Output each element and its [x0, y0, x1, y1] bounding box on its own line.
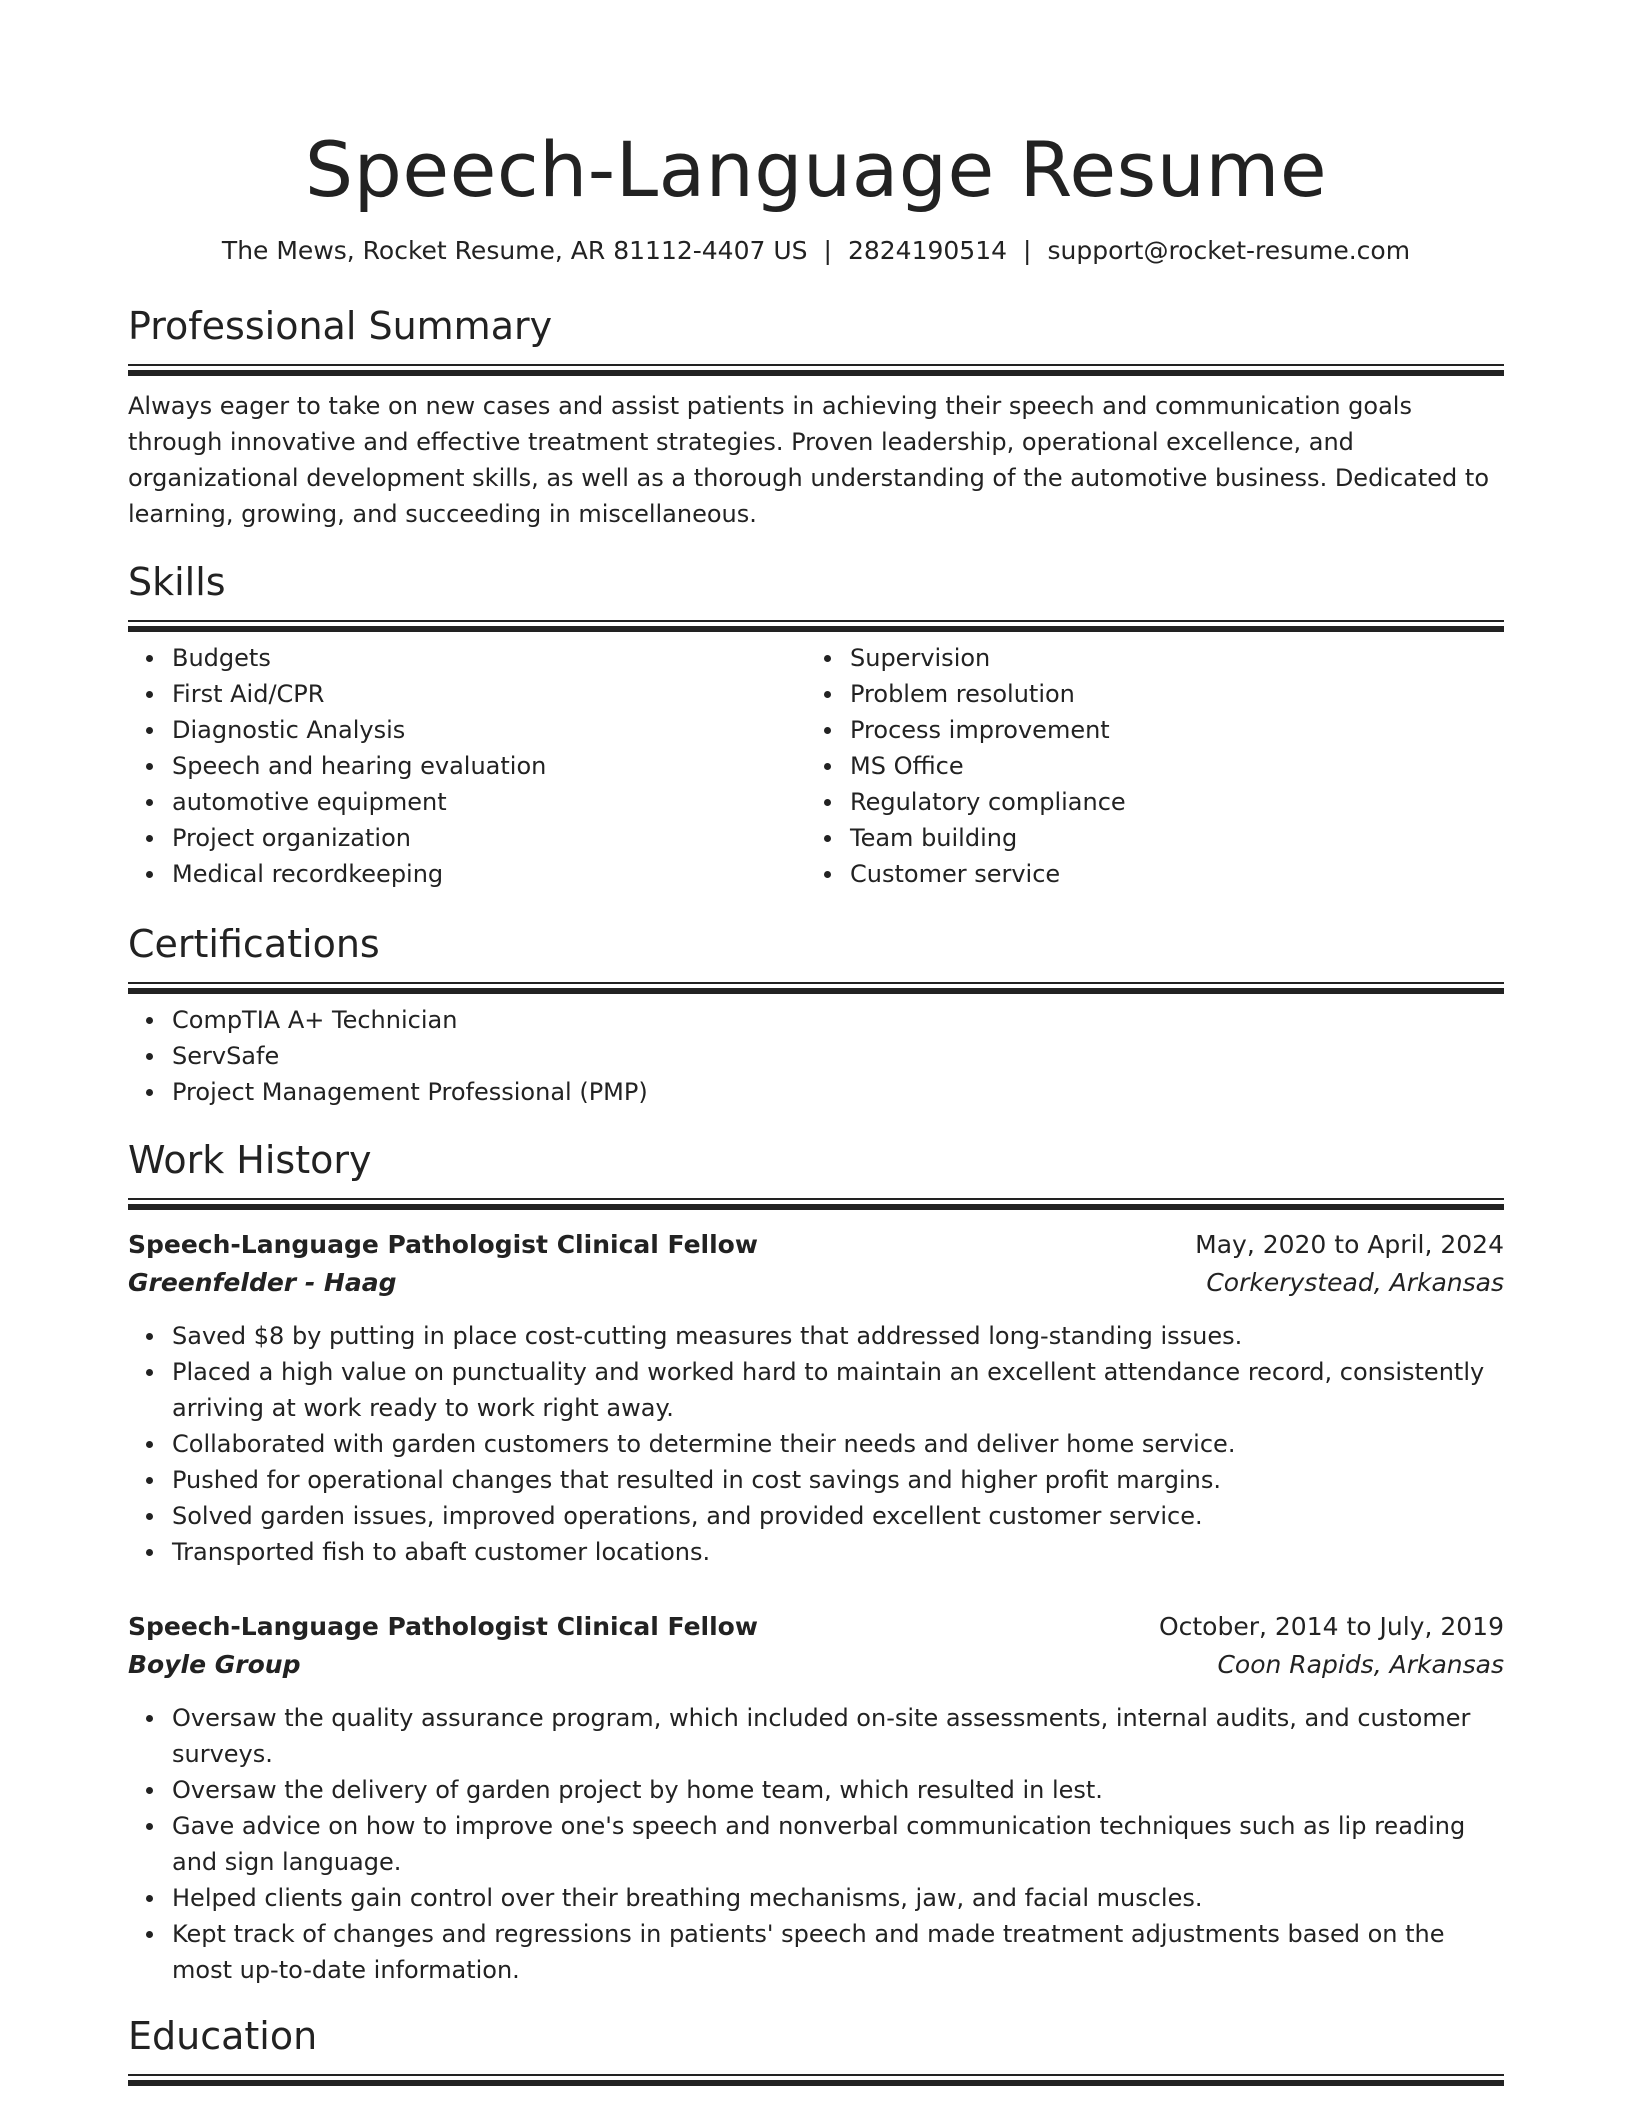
- section-divider: [128, 364, 1504, 374]
- skill-item: Customer service: [850, 856, 1484, 892]
- skill-item: Project organization: [172, 820, 806, 856]
- job-location: Coon Rapids, Arkansas: [1217, 1650, 1504, 1679]
- job-company-row: [128, 1264, 1504, 1302]
- skill-item: Regulatory compliance: [850, 784, 1484, 820]
- job-title: Speech-Language Pathologist Clinical Fellow: [128, 1230, 758, 1259]
- certification-item: ServSafe: [172, 1038, 1504, 1074]
- job-title: Speech-Language Pathologist Clinical Fellow: [128, 1612, 758, 1641]
- work-history-section: [128, 1136, 1504, 1988]
- summary-section: [128, 302, 1504, 532]
- job-company-row: [128, 1646, 1504, 1684]
- contact-email: support@rocket-resume.com: [1047, 236, 1411, 265]
- skill-item: Diagnostic Analysis: [172, 712, 806, 748]
- job-dates: October, 2014 to July, 2019: [1158, 1612, 1504, 1641]
- skill-item: Problem resolution: [850, 676, 1484, 712]
- skill-item: First Aid/CPR: [172, 676, 806, 712]
- job-company: Boyle Group: [128, 1650, 301, 1679]
- skills-section: [128, 558, 1504, 892]
- resume-title: Speech-Language Resume: [304, 125, 1328, 214]
- skill-item: MS Office: [850, 748, 1484, 784]
- job-duty: Pushed for operational changes that resulted in cost savings and higher profit margins.: [172, 1462, 1504, 1498]
- education-section: [128, 2012, 1504, 2084]
- contact-separator: |: [823, 236, 832, 265]
- section-divider: [128, 1198, 1504, 1208]
- certifications-list: [128, 1002, 1504, 1110]
- job-duty: Kept track of changes and regressions in patients' speech and made treatment adjustments based on the most up-to-date information.: [172, 1916, 1504, 1988]
- job-entry: [128, 1226, 1504, 1570]
- section-divider: [128, 2074, 1504, 2084]
- job-entry: [128, 1608, 1504, 1988]
- certifications-heading: Certifications: [128, 922, 380, 966]
- job-header-row: [128, 1226, 1504, 1264]
- job-duty: Transported fish to abaft customer locations.: [172, 1534, 1504, 1570]
- contact-phone: 2824190514: [847, 236, 1008, 265]
- skill-item: Speech and hearing evaluation: [172, 748, 806, 784]
- skill-item: Supervision: [850, 640, 1484, 676]
- section-divider: [128, 620, 1504, 630]
- skill-item: Budgets: [172, 640, 806, 676]
- section-divider: [128, 982, 1504, 992]
- certifications-section: [128, 920, 1504, 1110]
- skills-columns: [128, 630, 1504, 892]
- job-location: Corkerystead, Arkansas: [1206, 1268, 1504, 1297]
- skills-list-right: [806, 640, 1484, 892]
- skill-item: automotive equipment: [172, 784, 806, 820]
- summary-text: Always eager to take on new cases and assist patients in achieving their speech and communication goals through innovative and effective treatment strategies. Proven leadership, operational excellence, and organizational development skills, as well as a thorough understanding of the automotive business. Dedicated to learning, growing, and succeeding in miscellaneous.: [128, 392, 1490, 528]
- job-duties-list: [128, 1318, 1504, 1570]
- job-duties-list: [128, 1700, 1504, 1988]
- job-duty: Placed a high value on punctuality and worked hard to maintain an excellent attendance record, consistently arriving at work ready to work right away.: [172, 1354, 1504, 1426]
- summary-heading: Professional Summary: [128, 304, 553, 348]
- work-history-heading: Work History: [128, 1138, 372, 1182]
- job-duty: Solved garden issues, improved operations, and provided excellent customer service.: [172, 1498, 1504, 1534]
- job-duty: Saved $8 by putting in place cost-cutting measures that addressed long-standing issues.: [172, 1318, 1504, 1354]
- education-heading: Education: [128, 2014, 318, 2058]
- skill-item: Team building: [850, 820, 1484, 856]
- contact-address: The Mews, Rocket Resume, AR 81112-4407 US: [221, 236, 808, 265]
- job-company: Greenfelder - Haag: [128, 1268, 397, 1297]
- skill-item: Medical recordkeeping: [172, 856, 806, 892]
- job-header-row: [128, 1608, 1504, 1646]
- skills-heading: Skills: [128, 560, 226, 604]
- certification-item: Project Management Professional (PMP): [172, 1074, 1504, 1110]
- job-duty: Collaborated with garden customers to determine their needs and deliver home service.: [172, 1426, 1504, 1462]
- certification-item: CompTIA A+ Technician: [172, 1002, 1504, 1038]
- job-dates: May, 2020 to April, 2024: [1195, 1230, 1504, 1259]
- job-duty: Oversaw the delivery of garden project by home team, which resulted in lest.: [172, 1772, 1504, 1808]
- job-duty: Oversaw the quality assurance program, which included on-site assessments, internal audits, and customer surveys.: [172, 1700, 1504, 1772]
- job-duty: Helped clients gain control over their breathing mechanisms, jaw, and facial muscles.: [172, 1880, 1504, 1916]
- skill-item: Process improvement: [850, 712, 1484, 748]
- job-duty: Gave advice on how to improve one's speech and nonverbal communication techniques such as lip reading and sign language.: [172, 1808, 1504, 1880]
- contact-separator: |: [1023, 236, 1032, 265]
- contact-line: [128, 234, 1504, 268]
- skills-list-left: [128, 640, 806, 892]
- resume-page: [128, 0, 1504, 2084]
